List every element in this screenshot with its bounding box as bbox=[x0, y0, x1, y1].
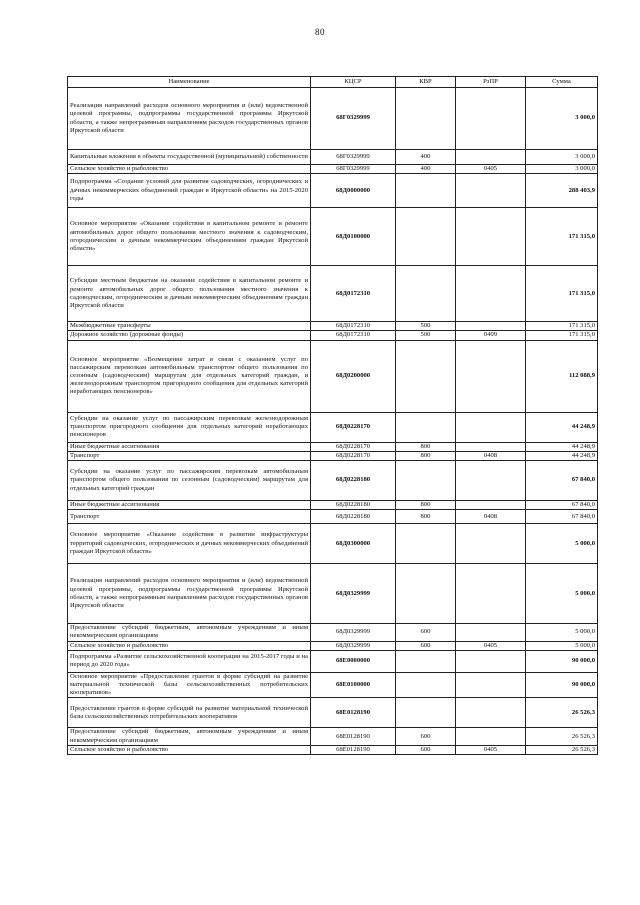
cell-sum: 26 526,3 bbox=[526, 728, 598, 745]
cell-kcsr: 68Д0228180 bbox=[311, 501, 396, 510]
cell-kcsr: 68Д0000000 bbox=[311, 174, 396, 208]
cell-sum: 171 315,0 bbox=[526, 331, 598, 340]
cell-name: Основное мероприятие «Предоставление грантов в форме субсидий на развитие материальной технической базы сельскохозяйственных потребительских кооперативов» bbox=[68, 672, 311, 698]
cell-kvr bbox=[396, 698, 456, 728]
cell-kcsr: 68Д0172310 bbox=[311, 322, 396, 331]
cell-name: Межбюджетные трансферты bbox=[68, 322, 311, 331]
cell-kvr: 600 bbox=[396, 745, 456, 754]
cell-kvr: 800 bbox=[396, 442, 456, 451]
cell-name: Дорожное хозяйство (дорожные фонды) bbox=[68, 331, 311, 340]
cell-kvr: 600 bbox=[396, 641, 456, 650]
cell-kcsr: 68Д0172310 bbox=[311, 331, 396, 340]
cell-kvr: 800 bbox=[396, 451, 456, 460]
cell-kvr bbox=[396, 672, 456, 698]
cell-kcsr: 68Д0228180 bbox=[311, 510, 396, 524]
cell-kcsr: 68Д0100000 bbox=[311, 208, 396, 266]
cell-rzpr bbox=[456, 650, 526, 672]
table-row bbox=[68, 174, 598, 208]
cell-kcsr: 68Д0329999 bbox=[311, 564, 396, 624]
cell-kvr bbox=[396, 524, 456, 564]
cell-kvr bbox=[396, 88, 456, 150]
cell-kvr bbox=[396, 174, 456, 208]
cell-rzpr: 0409 bbox=[456, 331, 526, 340]
cell-kvr: 500 bbox=[396, 331, 456, 340]
header-kvr: КВР bbox=[396, 77, 456, 88]
cell-kvr bbox=[396, 266, 456, 322]
cell-name: Основное мероприятие «Оказание содействия в развитии инфраструктуры территорий садоводческих, огороднических и дачных некоммерческих объединений граждан Иркутской области» bbox=[68, 524, 311, 564]
cell-sum: 26 526,3 bbox=[526, 745, 598, 754]
table-row bbox=[68, 340, 598, 412]
table-row bbox=[68, 451, 598, 460]
cell-name: Сельское хозяйство и рыболовство bbox=[68, 165, 311, 174]
cell-sum: 171 315,0 bbox=[526, 208, 598, 266]
cell-rzpr bbox=[456, 442, 526, 451]
table-row bbox=[68, 150, 598, 165]
cell-rzpr bbox=[456, 340, 526, 412]
cell-rzpr bbox=[456, 698, 526, 728]
cell-kcsr: 68Е0128190 bbox=[311, 698, 396, 728]
cell-kcsr: 68Е0128190 bbox=[311, 745, 396, 754]
cell-rzpr bbox=[456, 266, 526, 322]
cell-rzpr bbox=[456, 461, 526, 501]
cell-name: Субсидии на оказание услуг по пассажирским перевозкам железнодорожным транспортом пригородного сообщения для отдельных категорий неработающих пенсионеров bbox=[68, 412, 311, 442]
cell-sum: 171 315,0 bbox=[526, 322, 598, 331]
page-number: 80 bbox=[315, 27, 325, 37]
table-row bbox=[68, 208, 598, 266]
cell-kcsr: 68Д0329999 bbox=[311, 641, 396, 650]
cell-name: Предоставление грантов в форме субсидий на развитие материальной технической базы сельскохозяйственных потребительских кооперативов bbox=[68, 698, 311, 728]
cell-rzpr bbox=[456, 150, 526, 165]
cell-rzpr bbox=[456, 524, 526, 564]
cell-sum: 5 000,0 bbox=[526, 641, 598, 650]
cell-kcsr: 68Г0329999 bbox=[311, 88, 396, 150]
cell-kcsr: 68Д0200000 bbox=[311, 340, 396, 412]
cell-name: Предоставление субсидий бюджетным, автономным учреждениям и иным некоммерческим организациям bbox=[68, 624, 311, 641]
cell-kvr: 400 bbox=[396, 150, 456, 165]
cell-sum: 90 000,0 bbox=[526, 672, 598, 698]
cell-kvr bbox=[396, 412, 456, 442]
table-row bbox=[68, 641, 598, 650]
cell-name: Иные бюджетные ассигнования bbox=[68, 442, 311, 451]
cell-kcsr: 68Д0300000 bbox=[311, 524, 396, 564]
cell-sum: 67 840,0 bbox=[526, 501, 598, 510]
cell-kcsr: 68Д0172310 bbox=[311, 266, 396, 322]
header-kcsr: КЦСР bbox=[311, 77, 396, 88]
cell-kcsr: 68Д0228180 bbox=[311, 461, 396, 501]
cell-name: Подпрограмма «Развитие сельскохозяйственной кооперации на 2015-2017 годы и на период до 2020 года» bbox=[68, 650, 311, 672]
cell-kcsr: 68Е0128190 bbox=[311, 728, 396, 745]
table-row bbox=[68, 412, 598, 442]
cell-name: Сельское хозяйство и рыболовство bbox=[68, 745, 311, 754]
table-row bbox=[68, 728, 598, 745]
cell-name: Транспорт bbox=[68, 451, 311, 460]
cell-rzpr: 0408 bbox=[456, 451, 526, 460]
cell-kcsr: 68Е0100000 bbox=[311, 672, 396, 698]
table-row bbox=[68, 501, 598, 510]
table-row bbox=[68, 672, 598, 698]
cell-sum: 5 000,0 bbox=[526, 524, 598, 564]
cell-kvr: 800 bbox=[396, 510, 456, 524]
cell-sum: 44 248,9 bbox=[526, 442, 598, 451]
cell-name: Реализация направлений расходов основного мероприятия и (или) ведомственной целевой программы, подпрограммы государственной программы Иркутской области, а также непрограммным направлениям расходов государственных органов Иркутской области bbox=[68, 88, 311, 150]
cell-rzpr bbox=[456, 208, 526, 266]
cell-kcsr: 68Г0329999 bbox=[311, 165, 396, 174]
cell-kvr bbox=[396, 340, 456, 412]
cell-sum: 90 000,0 bbox=[526, 650, 598, 672]
cell-kcsr: 68Д0228170 bbox=[311, 412, 396, 442]
cell-sum: 3 000,0 bbox=[526, 165, 598, 174]
cell-rzpr bbox=[456, 728, 526, 745]
cell-rzpr: 0408 bbox=[456, 510, 526, 524]
cell-kcsr: 68Г0329999 bbox=[311, 150, 396, 165]
header-rzpr: РзПР bbox=[456, 77, 526, 88]
cell-kvr: 600 bbox=[396, 728, 456, 745]
cell-rzpr bbox=[456, 174, 526, 208]
cell-name: Иные бюджетные ассигнования bbox=[68, 501, 311, 510]
table-row bbox=[68, 510, 598, 524]
cell-sum: 3 000,0 bbox=[526, 150, 598, 165]
cell-kcsr: 68Д0329999 bbox=[311, 624, 396, 641]
table-row bbox=[68, 624, 598, 641]
header-name: Наименование bbox=[68, 77, 311, 88]
cell-sum: 67 840,0 bbox=[526, 510, 598, 524]
cell-kvr bbox=[396, 461, 456, 501]
cell-rzpr: 0405 bbox=[456, 641, 526, 650]
table-row bbox=[68, 266, 598, 322]
table-row bbox=[68, 461, 598, 501]
table-row bbox=[68, 745, 598, 754]
cell-rzpr: 0405 bbox=[456, 165, 526, 174]
budget-table bbox=[67, 76, 598, 755]
cell-sum: 5 000,0 bbox=[526, 564, 598, 624]
cell-rzpr bbox=[456, 672, 526, 698]
cell-sum: 26 526,3 bbox=[526, 698, 598, 728]
table-row bbox=[68, 331, 598, 340]
cell-sum: 112 088,9 bbox=[526, 340, 598, 412]
cell-sum: 5 000,0 bbox=[526, 624, 598, 641]
cell-kvr bbox=[396, 564, 456, 624]
table-row bbox=[68, 650, 598, 672]
cell-kvr: 600 bbox=[396, 624, 456, 641]
table-row bbox=[68, 88, 598, 150]
cell-kvr: 800 bbox=[396, 501, 456, 510]
cell-kcsr: 68Е0000000 bbox=[311, 650, 396, 672]
cell-name: Подпрограмма «Создание условий для развития садоводческих, огороднических и дачных некоммерческих объединений граждан в Иркутской области» на 2015-2020 годы bbox=[68, 174, 311, 208]
table-row bbox=[68, 698, 598, 728]
cell-name: Сельское хозяйство и рыболовство bbox=[68, 641, 311, 650]
cell-name: Предоставление субсидий бюджетным, автономным учреждениям и иным некоммерческим организациям bbox=[68, 728, 311, 745]
cell-sum: 171 315,0 bbox=[526, 266, 598, 322]
cell-rzpr bbox=[456, 88, 526, 150]
cell-name: Основное мероприятие «Оказание содействия в капитальном ремонте и ремонте автомобильных дорог общего пользования местного значения к садоводческим, огородническим и дачным некоммерческим объединениям граждан Иркутской области» bbox=[68, 208, 311, 266]
cell-name: Транспорт bbox=[68, 510, 311, 524]
cell-sum: 67 840,0 bbox=[526, 461, 598, 501]
table-row bbox=[68, 322, 598, 331]
cell-kvr: 400 bbox=[396, 165, 456, 174]
cell-name: Субсидии на оказание услуг по пассажирским перевозкам автомобильным транспортом общего пользования по сезонным (садоводческим) маршрутам для отдельных категорий граждан bbox=[68, 461, 311, 501]
table-row bbox=[68, 442, 598, 451]
cell-name: Капитальные вложения в объекты государственной (муниципальной) собственности bbox=[68, 150, 311, 165]
table-row bbox=[68, 524, 598, 564]
cell-kvr: 500 bbox=[396, 322, 456, 331]
cell-rzpr bbox=[456, 564, 526, 624]
cell-sum: 44 248,9 bbox=[526, 451, 598, 460]
cell-name: Реализация направлений расходов основного мероприятия и (или) ведомственной целевой программы, подпрограммы государственной программы Иркутской области, а также непрограммным направлениям расходов государственных органов Иркутской области bbox=[68, 564, 311, 624]
cell-sum: 288 403,9 bbox=[526, 174, 598, 208]
table-header-row bbox=[68, 77, 598, 88]
cell-kcsr: 68Д0228170 bbox=[311, 451, 396, 460]
cell-sum: 3 000,0 bbox=[526, 88, 598, 150]
cell-rzpr bbox=[456, 322, 526, 331]
table-row bbox=[68, 165, 598, 174]
cell-rzpr bbox=[456, 501, 526, 510]
cell-rzpr bbox=[456, 412, 526, 442]
header-sum: Сумма bbox=[526, 77, 598, 88]
cell-rzpr: 0405 bbox=[456, 745, 526, 754]
cell-name: Субсидии местным бюджетам на оказание содействия в капитальном ремонте и ремонте автомобильных дорог общего пользования местного значения к садоводческим, огородническим и дачным некоммерческим объединениям граждан Иркутской области bbox=[68, 266, 311, 322]
cell-rzpr bbox=[456, 624, 526, 641]
cell-kvr bbox=[396, 208, 456, 266]
cell-name: Основное мероприятие «Возмещение затрат в связи с оказанием услуг по пассажирским перевозкам автомобильным транспортом общего пользования по сезонным (садоводческим) маршрутам для отдельных категорий граждан, и железнодорожным транспортом пригородного сообщения для отдельных категорий неработающих пенсионеров» bbox=[68, 340, 311, 412]
cell-sum: 44 248,9 bbox=[526, 412, 598, 442]
cell-kcsr: 68Д0228170 bbox=[311, 442, 396, 451]
table-row bbox=[68, 564, 598, 624]
cell-kvr bbox=[396, 650, 456, 672]
